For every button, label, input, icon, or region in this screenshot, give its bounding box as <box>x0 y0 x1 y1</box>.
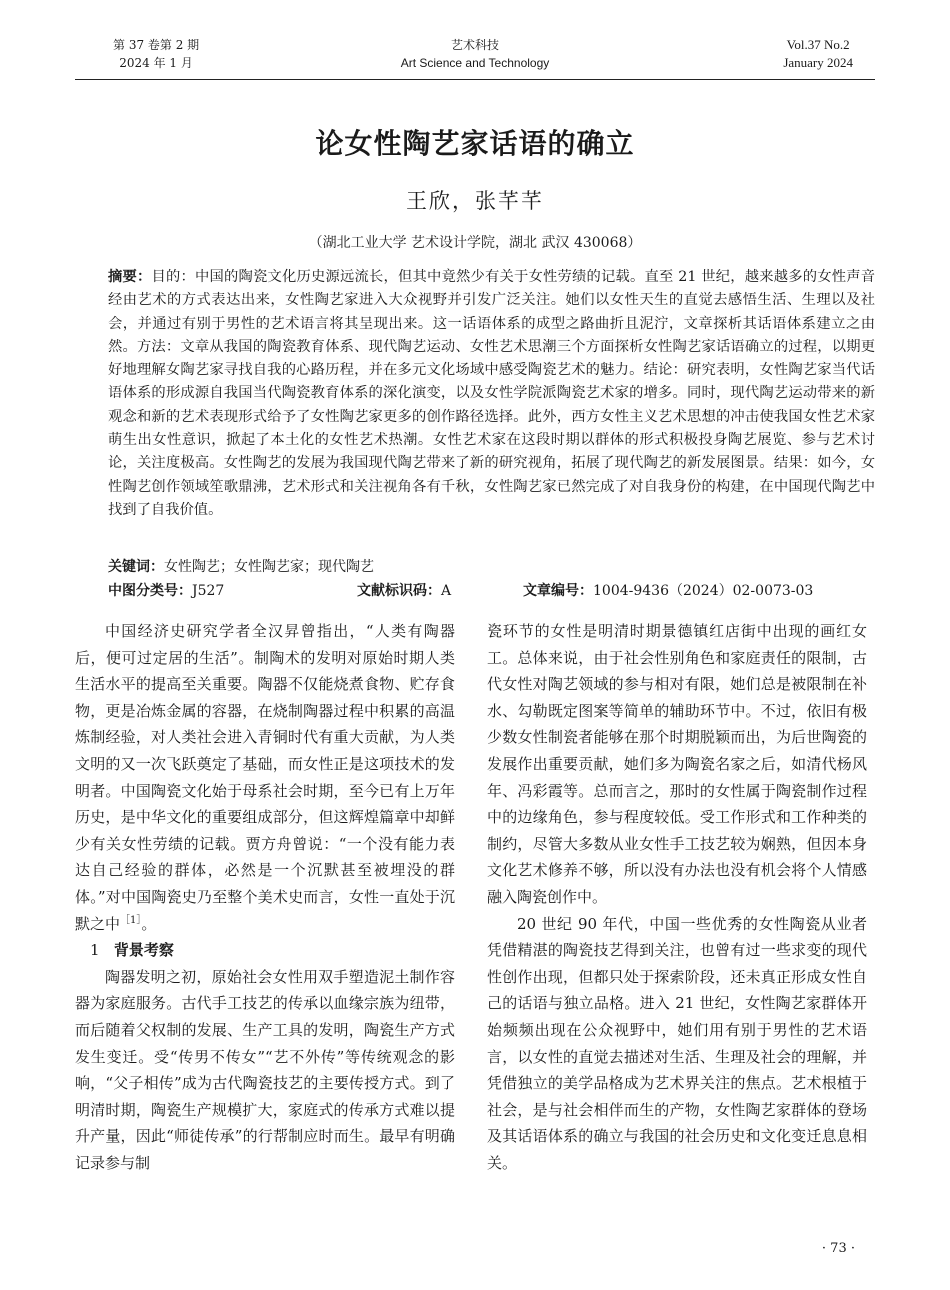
keywords-label: 关键词： <box>108 559 164 575</box>
body-paragraph-2b: 瓷环节的女性是明清时期景德镇红店街中出现的画红女工。总体来说，由于社会性别角色和家庭责任的限制，古代女性对陶艺领域的参与相对有限，她们总是被限制在补水、勾勒既定图案等简单的辅助环节中。不过，依旧有极少数女性制瓷者能够在那个时期脱颖而出，为后世陶瓷的发展作出重要贡献，她们多为陶瓷名家之后，如清代杨风年、冯彩霞等。总而言之，那时的女性属于陶瓷制作过程中的边缘角色，参与程度较低。受工作形式和工作种类的制约，尽管大多数从业女性手工技艺较为娴熟，但因本身文化艺术修养不够，所以没有办法也没有机会将个人情感融入陶瓷创作中。 <box>487 622 867 906</box>
running-header <box>75 36 875 78</box>
abstract-text: 目的：中国的陶瓷文化历史源远流长，但其中竟然少有关于女性劳绩的记载。直至 21 世纪，越来越多的女性声音经由艺术的方式表达出来，女性陶艺家进入大众视野并引发广泛关注。她们以女性天生的直觉去感悟生活、生理以及社会，并通过有别于男性的艺术语言将其呈现出来。这一话语体系的成型之路曲折且泥泞，文章探析其话语体系建立之由然。方法：文章从我国的陶瓷教育体系、现代陶艺运动、女性艺术思潮三个方面探析女性陶艺家话语确立的过程，以期更好地理解女陶艺家寻找自我的心路历程，并在多元文化场域中感受陶瓷艺术的魅力。结论：研究表明，女性陶艺家当代话语体系的形成源自我国当代陶瓷教育体系的深化演变，以及女性学院派陶瓷艺术家的增多。同时，现代陶艺运动带来的新观念和新的艺术表现形式给予了女性陶艺家更多的创作路径选择。此外，西方女性主义艺术思想的冲击使我国女性艺术家萌生出女性意识，掀起了本土化的女性艺术热潮。女性艺术家在这段时期以群体的形式积极投身陶艺展览、参与艺术讨论，关注度极高。女性陶艺的发展为我国现代陶艺带来了新的研究视角，拓展了现代陶艺的新发展图景。结果：如今，女性陶艺创作领域笙歌鼎沸，艺术形式和关注视角各有千秋，女性陶艺家已然完成了对自我身份的构建，在中国现代陶艺中找到了自我价值。 <box>108 269 876 518</box>
header-right <box>783 36 853 72</box>
body-paragraph-2a: 陶器发明之初，原始社会女性用双手塑造泥土制作容器为家庭服务。古代手工技艺的传承以血缘宗族为纽带，而后随着父权制的发展、生产工具的发明，陶瓷生产方式发生变迁。受“传男不传女”“艺不外传”等传统观念的影响，“父子相传”成为古代陶瓷技艺的主要传授方式。到了明清时期，陶瓷生产规模扩大，家庭式的传承方式难以提升产量，因此“师徒传承”的行帮制应时而生。最早有明确记录参与制 <box>75 967 455 1172</box>
article-number-value: 1004-9436（2024）02-0073-03 <box>593 583 814 599</box>
body-column-left <box>75 618 455 1176</box>
keywords <box>108 556 374 578</box>
header-center <box>75 36 875 72</box>
page-number: · 73 · <box>821 1241 855 1256</box>
section-title: 背景考察 <box>113 941 174 960</box>
doc-code-label: 文献标识码： <box>357 583 441 599</box>
article-number-label: 文章编号： <box>523 583 593 599</box>
doc-code-value: A <box>441 583 452 599</box>
clc-label: 中图分类号： <box>108 583 192 599</box>
header-journal-en: Art Science and Technology <box>400 56 550 70</box>
header-volume-en: Vol.37 No.2 <box>786 37 850 52</box>
header-date-cn: 2024 年 1 月 <box>119 56 193 70</box>
body-column-right <box>487 618 867 1176</box>
section-number: 1 <box>90 941 100 960</box>
body-paragraph-1 <box>75 618 455 937</box>
clc-value: J527 <box>192 583 225 599</box>
citation-ref: ［1］ <box>120 914 142 926</box>
body-paragraph-3: 20 世纪 90 年代，中国一些优秀的女性陶瓷从业者凭借精湛的陶瓷技艺得到关注，也曾有过一些求变的现代性创作出现，但都只处于探索阶段，还未真正形成女性自己的话语与独立品格。进入 21 世纪，女性陶艺家群体开始频频出现在公众视野中，她们用有别于男性的艺术语言，以女性的直觉去描述对生活、生理及社会的理解，并凭借独立的美学品格成为艺术界关注的焦点。艺术根植于社会，是与社会相伴而生的产物，女性陶艺家群体的登场及其话语体系的确立与我国的社会历史和文化变迁息息相关。 <box>487 914 867 1172</box>
abstract <box>108 266 875 522</box>
paragraph-1-text: 中国经济史研究学者全汉昇曾指出，“人类有陶器后，便可过定居的生活”。制陶术的发明对原始时期人类生活水平的提高至关重要。陶器不仅能烧煮食物、贮存食物，更是冶炼金属的容器，在烧制陶器过程中积累的高温炼制经验，对人类社会进入青铜时代有重大贡献，为人类文明的又一次飞跃奠定了基础，而女性正是这项技术的发明者。中国陶瓷文化始于母系社会时期，至今已有上万年历史，是中华文化的重要组成部分，但这辉煌篇章中却鲜少有关女性劳绩的记载。贾方舟曾说：“一个没有能力表达自己经验的群体，必然是一个沉默甚至被埋没的群体。”对中国陶瓷史乃至整个美术史而言，女性一直处于沉默之中 <box>75 622 455 933</box>
article-title: 论女性陶艺家话语的确立 <box>315 127 635 160</box>
clc-number <box>108 580 224 602</box>
document-code <box>357 580 451 602</box>
header-volume-cn: 第 37 卷第 2 期 <box>113 38 200 52</box>
article-authors: 王欣，张芊芊 <box>406 189 544 213</box>
header-rule <box>75 79 875 80</box>
header-journal-cn: 艺术科技 <box>450 38 499 52</box>
author-affiliation: （湖北工业大学 艺术设计学院，湖北 武汉 430068） <box>308 235 642 251</box>
keywords-text: 女性陶艺；女性陶艺家；现代陶艺 <box>164 559 374 575</box>
article-number <box>523 580 813 602</box>
paragraph-1-end: 。 <box>141 914 157 933</box>
section-heading <box>75 937 455 964</box>
abstract-label: 摘要： <box>108 269 152 285</box>
header-date-en: January 2024 <box>783 55 853 70</box>
